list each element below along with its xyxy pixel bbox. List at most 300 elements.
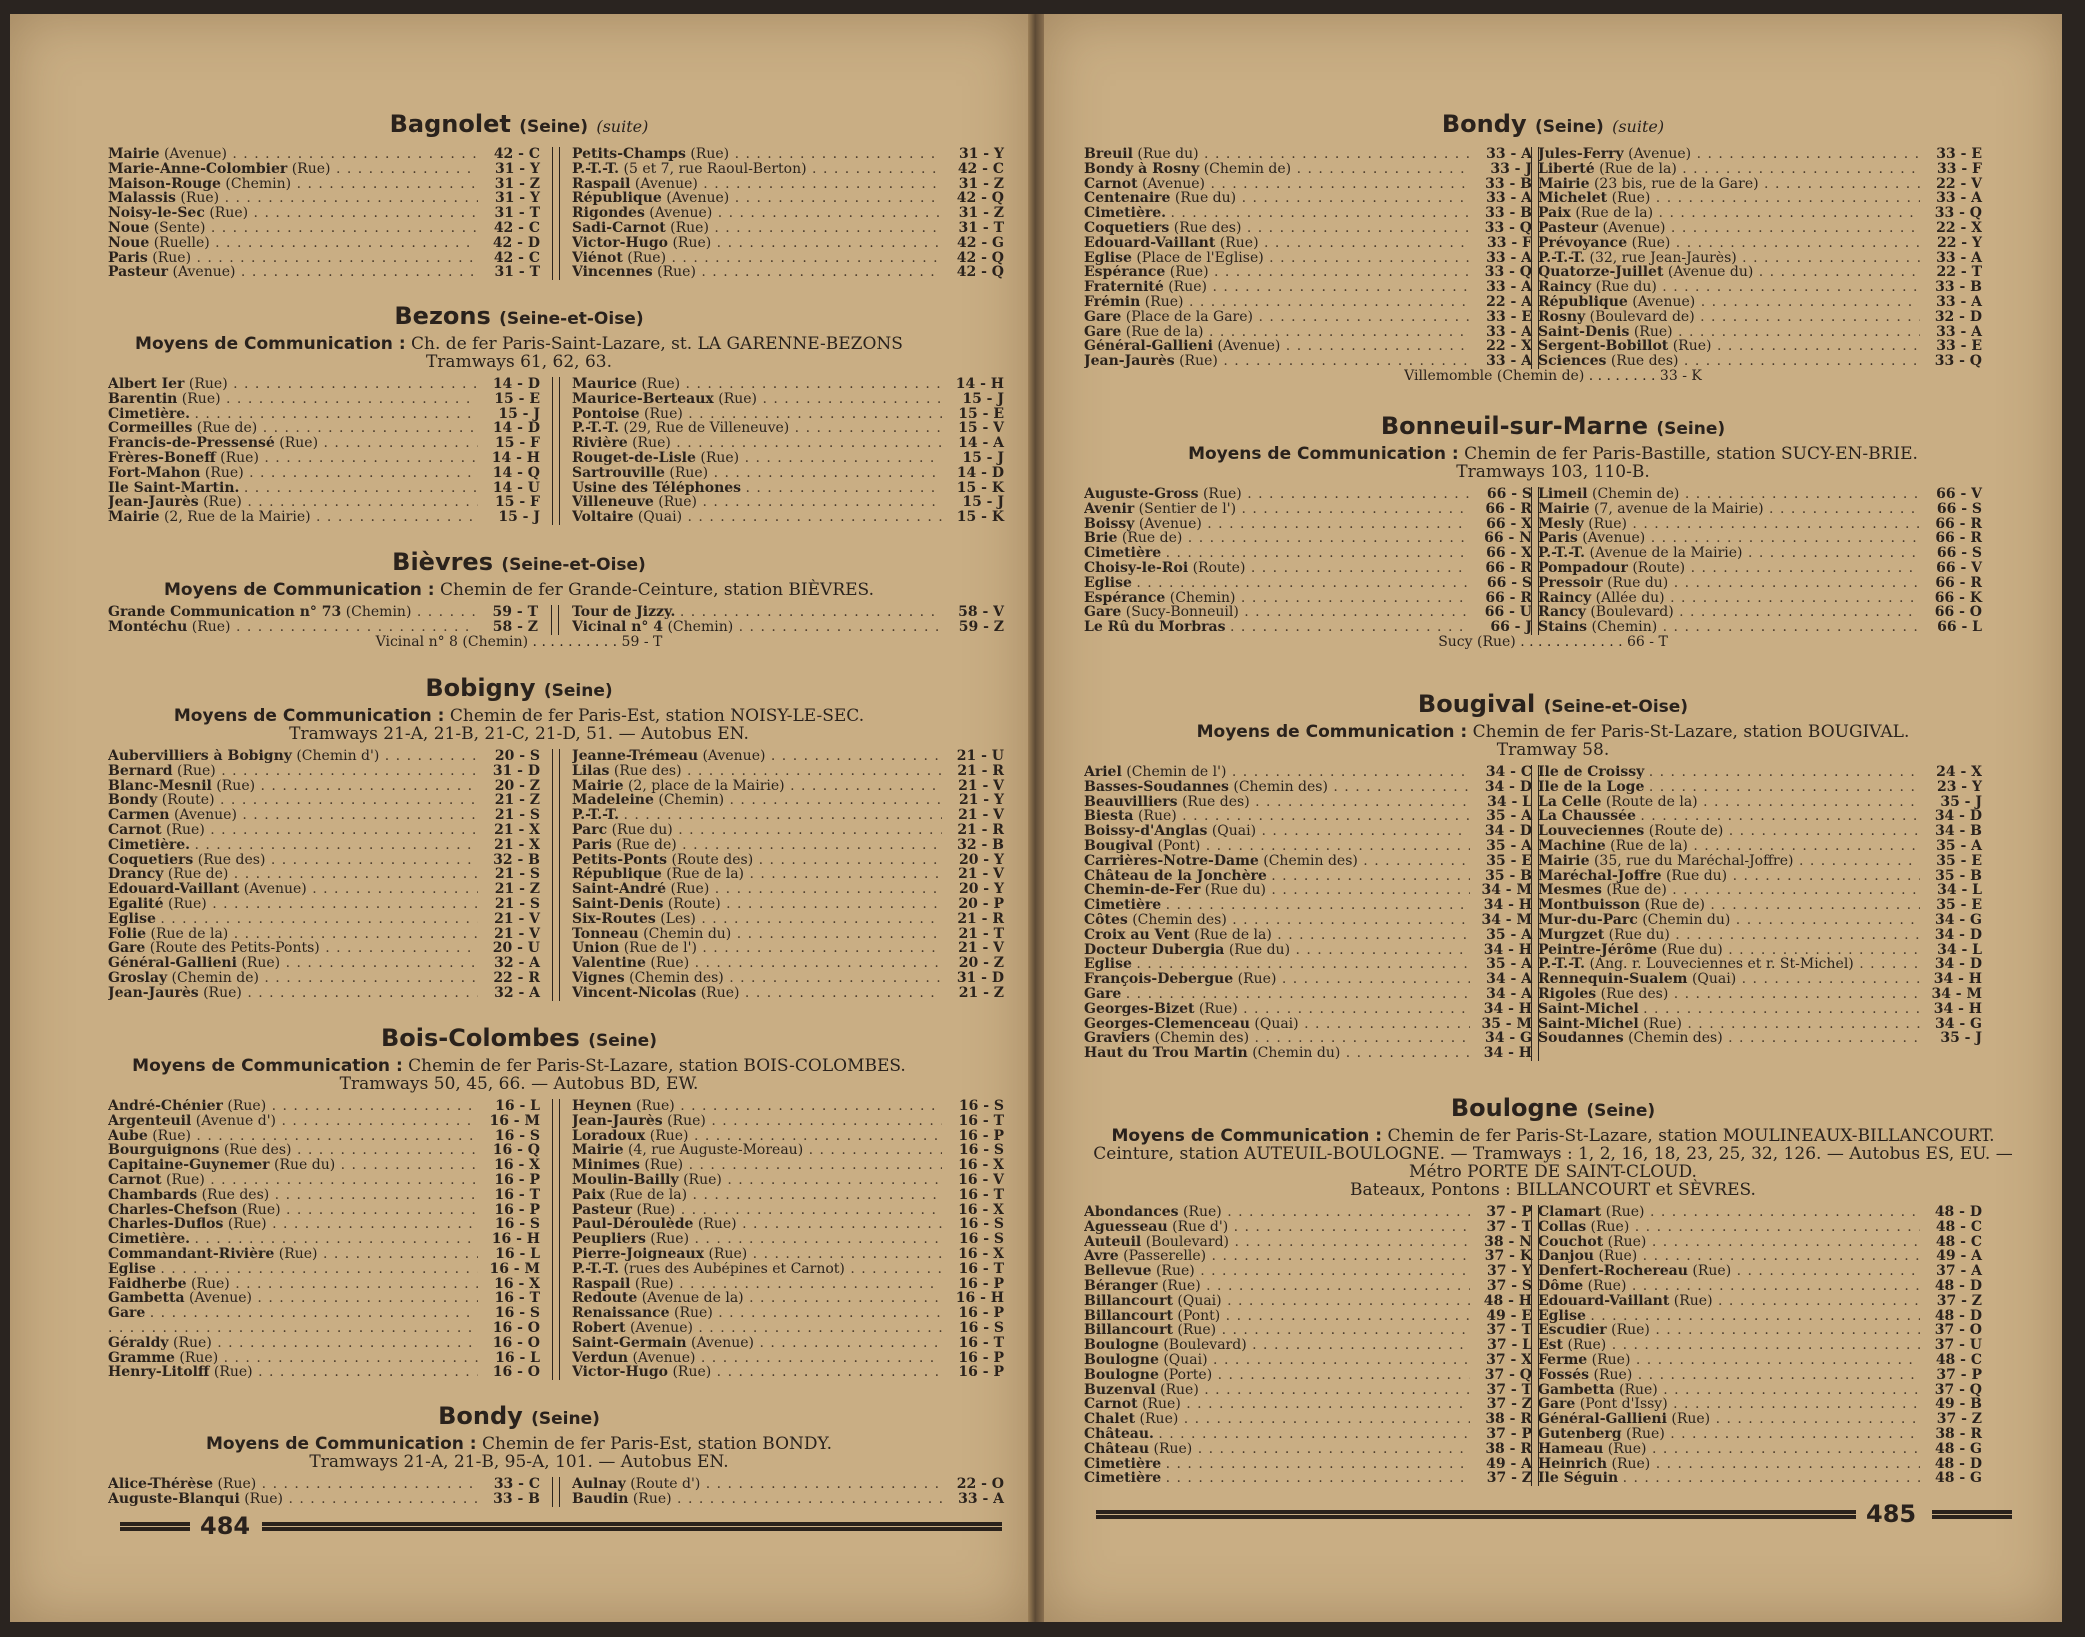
street-main: Ile de Croissy [1538, 765, 1645, 780]
street-qualifier: (Rue) [1588, 516, 1627, 532]
street-qualifier: (Quai) [1163, 1352, 1208, 1368]
street-main: Redoute [572, 1291, 638, 1307]
street-qualifier: (Sucy-Bonneuil) [1125, 605, 1239, 621]
street-main: Rosny [1538, 309, 1586, 325]
street-qualifier: (Rue) [1160, 1382, 1199, 1398]
street-main: Raspail [572, 1276, 631, 1292]
department: (Seine-et-Oise) [499, 309, 644, 329]
street-entry [108, 1492, 540, 1507]
street-qualifier: (Rue) [204, 465, 244, 481]
street-qualifier: (Rue) [634, 1276, 674, 1292]
street-qualifier: (Rue de) [1644, 898, 1705, 913]
grid-reference: 32 - D [1934, 308, 1982, 325]
street-main: Beauvilliers [1084, 794, 1178, 810]
section-title [1044, 110, 2062, 141]
street-qualifier: (Rue de la) [1125, 324, 1204, 340]
street-main: Marie-Anne-Colombier [108, 161, 288, 177]
grid-reference: 31 - D [492, 762, 540, 779]
book-spread [8, 8, 2082, 1630]
street-main: Basses-Soudannes [1084, 779, 1229, 795]
street-entry [1538, 221, 1982, 236]
street-qualifier: (Avenue) [1628, 147, 1692, 162]
means-label: Moyens de Communication : [164, 580, 435, 600]
town-name: Bois-Colombes [381, 1024, 580, 1052]
street-main: P.-T.-T. [572, 1261, 620, 1277]
grid-reference: 42 - G [957, 234, 1004, 251]
street-main: Maison-Rouge [108, 176, 221, 192]
street-name [1084, 943, 1470, 958]
grid-reference: 37 - P [1486, 1204, 1532, 1220]
street-name [1538, 354, 1920, 369]
street-entry [108, 620, 538, 635]
street-entry [572, 912, 1004, 927]
street-name [108, 162, 478, 177]
street-name [1084, 1017, 1470, 1032]
street-name [108, 1277, 478, 1292]
means-label: Moyens de Communication : [173, 706, 445, 726]
street-name [572, 436, 942, 451]
street-entry [1084, 972, 1532, 987]
street-entry [1538, 1471, 1982, 1486]
section-title [10, 1024, 1028, 1055]
grid-reference: 37 - Q [1484, 1366, 1532, 1383]
street-name [108, 206, 478, 221]
street-main: Paris [572, 837, 612, 853]
street-entry [1084, 295, 1532, 310]
street-qualifier: (Chemin des) [629, 970, 724, 986]
street-entry [108, 882, 540, 897]
street-main: Mairie [572, 1143, 624, 1159]
street-name [108, 451, 478, 466]
grid-reference: 33 - Q [1484, 219, 1532, 236]
street-main: Vicinal n° 4 [572, 619, 664, 635]
grid-reference: 66 - J [1490, 619, 1532, 636]
street-qualifier: (Rue) [667, 1113, 706, 1129]
street-main: Château de la Jonchère [1084, 868, 1267, 884]
street-entry [1538, 1309, 1982, 1324]
street-main: Gare [108, 1306, 146, 1321]
single-entry: Villemomble (Chemin de) . . . . . . . . 33 - K [1404, 368, 1702, 384]
street-qualifier: (Rue) [657, 265, 696, 281]
street-name [572, 605, 942, 620]
street-entry [1084, 869, 1532, 884]
street-main: Aulnay [572, 1477, 626, 1492]
footer-rule [120, 1522, 190, 1531]
street-qualifier: (Place de l'Eglise) [1136, 250, 1264, 266]
grid-reference: 37 - L [1487, 1337, 1532, 1354]
grid-reference: 21 - T [958, 925, 1004, 942]
grid-reference: 34 - H [1483, 1000, 1532, 1017]
street-main: Ariel [1084, 765, 1122, 780]
grid-reference: 33 - A [1486, 353, 1532, 370]
street-name [1538, 809, 1920, 824]
street-name [108, 251, 478, 266]
grid-reference: 34 - B [1935, 823, 1982, 840]
grid-reference: 34 - D [1484, 823, 1532, 840]
street-qualifier: (Ang. r. Louveciennes et r. St-Michel) [1589, 957, 1854, 973]
street-main: Gare [1538, 1397, 1576, 1413]
street-name [1538, 839, 1920, 854]
street-name [1084, 1031, 1470, 1046]
street-main: Mur-du-Parc [1538, 912, 1638, 928]
grid-reference: 48 - D [1934, 1277, 1982, 1294]
street-name [108, 147, 478, 162]
street-name [1084, 1002, 1470, 1017]
street-name [108, 941, 478, 956]
means-label: Moyens de Communication : [135, 334, 406, 354]
street-qualifier: (Rue) [658, 495, 698, 511]
street-main: Carnot [1084, 176, 1138, 192]
street-entry [108, 1321, 540, 1336]
grid-reference: 16 - P [958, 1127, 1004, 1144]
street-main: Frères-Boneff [108, 450, 216, 466]
street-qualifier: (Route) [667, 896, 721, 912]
department: (Seine-et-Oise) [501, 555, 646, 575]
grid-reference: 14 - H [955, 376, 1004, 392]
grid-reference: 32 - A [494, 984, 540, 1001]
book-gutter [1028, 14, 1044, 1622]
street-qualifier: (Chemin des) [1233, 779, 1328, 795]
street-main: Coquetiers [108, 852, 194, 868]
grid-reference: 48 - D [1934, 1204, 1982, 1220]
grid-reference: 34 - L [1937, 882, 1982, 899]
street-entry [1538, 502, 1982, 517]
street-main: Moulin-Bailly [572, 1172, 679, 1188]
street-qualifier: (Chemin des) [1132, 912, 1227, 928]
street-entry [108, 510, 540, 525]
grid-reference: 31 - Y [958, 146, 1004, 162]
street-name [1538, 883, 1920, 898]
street-column-right [572, 749, 1004, 1001]
street-entry [572, 407, 1004, 422]
street-entry [1538, 809, 1982, 824]
street-main: Alice-Thérèse [108, 1477, 213, 1492]
street-main: Docteur Dubergia [1084, 942, 1225, 958]
street-entry [108, 147, 540, 162]
street-entry [108, 1173, 540, 1188]
street-main: Espérance [1084, 265, 1166, 281]
grid-reference: 14 - A [958, 435, 1004, 452]
street-name [1084, 987, 1470, 1002]
street-main: P.-T.-T. [572, 421, 620, 437]
grid-reference: 22 - X [1936, 219, 1982, 236]
street-qualifier: (Sente) [153, 220, 206, 236]
street-name [1084, 177, 1470, 192]
street-qualifier: (Rue) [227, 1099, 267, 1114]
street-main: Paul-Déroulède [572, 1217, 694, 1233]
street-name [108, 605, 476, 620]
grid-reference: 20 - Y [958, 881, 1004, 898]
street-main: P.-T.-T. [572, 808, 620, 823]
street-entry [1084, 1412, 1532, 1427]
grid-reference: 37 - T [1486, 1381, 1532, 1398]
grid-reference: 15 - F [495, 494, 540, 511]
street-qualifier: (Rue) [650, 956, 690, 971]
street-qualifier: (Rue) [1179, 354, 1218, 369]
street-entry [572, 466, 1004, 481]
street-qualifier: (Rue) [1593, 1367, 1633, 1383]
street-name [572, 177, 942, 192]
street-qualifier: (Chemin des) [1628, 1031, 1723, 1047]
street-name [1538, 1353, 1920, 1368]
street-qualifier: (Rue) [1692, 1264, 1732, 1279]
street-entry [1538, 824, 1982, 839]
street-entry [1084, 809, 1532, 824]
grid-reference: 59 - Z [958, 618, 1004, 635]
street-qualifier: (Rue du) [1661, 942, 1723, 958]
street-name [1538, 1471, 1920, 1486]
street-entry [1538, 972, 1982, 987]
street-entry [572, 251, 1004, 266]
street-main: Gare [1084, 324, 1122, 340]
grid-reference: 33 - A [958, 1490, 1004, 1507]
street-name [1084, 561, 1470, 576]
street-qualifier: (Rue des) [197, 852, 266, 868]
street-entry [572, 605, 1004, 620]
street-qualifier: (Rue) [244, 1491, 283, 1507]
grid-reference: 48 - G [1935, 1440, 1982, 1457]
street-name [1084, 1205, 1470, 1220]
street-qualifier: (Boulevard de) [1589, 309, 1695, 325]
street-entry [108, 1306, 540, 1321]
street-main: Général-Gallieni [1084, 339, 1213, 355]
street-main: Bondy [108, 793, 158, 809]
street-qualifier: (rues des Aubépines et Carnot) [623, 1261, 845, 1277]
street-entry [108, 392, 540, 407]
street-qualifier: (Rue) [1219, 235, 1259, 251]
street-main: Saint-Germain [572, 1335, 687, 1351]
grid-reference: 14 - D [956, 464, 1004, 481]
street-columns [1044, 487, 2062, 635]
street-entry [1538, 1383, 1982, 1398]
street-name [1084, 1220, 1470, 1235]
grid-reference: 42 - D [492, 234, 540, 251]
street-main: Heynen [572, 1099, 632, 1114]
street-entry [1538, 251, 1982, 266]
street-entry [572, 177, 1004, 192]
grid-reference: 34 - H [1933, 971, 1982, 988]
street-name [1084, 620, 1470, 635]
street-name [572, 1262, 942, 1277]
street-entry [572, 1306, 1004, 1321]
street-qualifier: (Quai) [1177, 1293, 1222, 1309]
street-name [1538, 147, 1920, 162]
street-main: Usine des Téléphones [572, 480, 742, 496]
grid-reference: 66 - R [1935, 515, 1982, 532]
street-name [572, 793, 942, 808]
street-qualifier: (Allée du) [1595, 590, 1665, 606]
street-name [1538, 1002, 1920, 1017]
street-main: P.-T.-T. [572, 161, 620, 177]
street-name [108, 1114, 478, 1129]
street-entry [1084, 1031, 1532, 1046]
column-separator [552, 377, 560, 525]
department: (Seine) [543, 681, 613, 701]
grid-reference: 31 - Z [958, 205, 1004, 222]
department: (Seine) [588, 1031, 657, 1051]
street-qualifier: (Rue) [1611, 191, 1651, 207]
grid-reference: 16 - S [494, 1305, 540, 1322]
street-main: Auguste-Gross [1084, 487, 1199, 502]
grid-reference: 15 - V [958, 420, 1004, 437]
street-entry [108, 265, 540, 280]
street-entry [108, 1099, 540, 1114]
right-page [1044, 14, 2062, 1622]
street-main: Saint-Michel [1538, 1016, 1639, 1032]
grid-reference: 33 - A [1486, 279, 1532, 296]
grid-reference: 22 - Y [1936, 234, 1982, 251]
street-entry [108, 853, 540, 868]
street-name [108, 764, 478, 779]
means-text-2: Tramways 21-A, 21-B, 95-A, 101. — Autobus EN. [309, 1452, 729, 1472]
street-name [108, 927, 478, 942]
grid-reference: 16 - T [494, 1186, 540, 1203]
street-entry [1084, 221, 1532, 236]
grid-reference: 31 - D [956, 969, 1004, 986]
street-name [572, 1158, 942, 1173]
grid-reference: 34 - D [1934, 808, 1982, 825]
street-qualifier: (Rue du) [1137, 147, 1199, 162]
street-qualifier: (4, rue Auguste-Moreau) [627, 1143, 804, 1159]
grid-reference: 66 - X [1486, 515, 1532, 532]
street-main: Peintre-Jérôme [1538, 942, 1658, 958]
street-entry [572, 838, 1004, 853]
street-qualifier: (Rue) [1142, 1397, 1181, 1413]
street-qualifier: (Rue) [166, 1172, 205, 1188]
street-name [1084, 221, 1470, 236]
street-qualifier: (2, Rue de la Mairie) [163, 510, 311, 525]
street-qualifier: (Chemin de) [171, 970, 259, 986]
street-entry [1084, 780, 1532, 795]
street-qualifier: (Pont d'Issy) [1579, 1397, 1668, 1413]
street-name [1538, 206, 1920, 221]
grid-reference: 33 - A [1936, 190, 1982, 207]
street-name [108, 793, 478, 808]
grid-reference: 21 - V [958, 807, 1004, 824]
street-name [1538, 1368, 1920, 1383]
street-main: Auteuil [1084, 1234, 1142, 1250]
grid-reference: 16 - S [494, 1127, 540, 1144]
street-entry [572, 1173, 1004, 1188]
street-entry [572, 162, 1004, 177]
street-name [1538, 1017, 1920, 1032]
street-name [1538, 325, 1920, 340]
street-entry [1538, 531, 1982, 546]
street-qualifier: (Rue) [1633, 324, 1673, 340]
street-entry [1538, 236, 1982, 251]
street-name [572, 853, 942, 868]
street-main: Boissy-d'Anglas [1084, 824, 1208, 839]
street-qualifier: (Rue) [697, 1217, 737, 1233]
grid-reference: 24 - X [1936, 764, 1982, 780]
grid-reference: 22 - T [1936, 264, 1982, 281]
grid-reference: 31 - Y [494, 160, 540, 177]
means-label: Moyens de Communication : [1196, 722, 1468, 742]
street-entry [572, 853, 1004, 868]
street-entry [108, 808, 540, 823]
street-entry [572, 191, 1004, 206]
street-main: Commandant-Rivière [108, 1246, 275, 1262]
column-separator [1531, 765, 1539, 1061]
street-entry [1538, 780, 1982, 795]
street-entry [1538, 1002, 1982, 1017]
street-entry [1538, 1249, 1982, 1264]
street-entry [108, 1365, 540, 1380]
grid-reference: 33 - F [1487, 234, 1532, 251]
grid-reference: 33 - B [1485, 205, 1532, 222]
street-entry [572, 779, 1004, 794]
street-name [572, 466, 942, 481]
grid-reference: 21 - V [494, 910, 540, 927]
street-columns [10, 1477, 1028, 1507]
street-name [1084, 1249, 1470, 1264]
street-name [108, 1143, 478, 1158]
street-main: Abondances [1084, 1205, 1179, 1220]
street-qualifier: (Avenue) [1217, 339, 1281, 355]
street-entry [1084, 310, 1532, 325]
grid-reference: 35 - M [1481, 1015, 1532, 1032]
street-name [1084, 1323, 1470, 1338]
street-name [1538, 162, 1920, 177]
street-qualifier: (Rue de la) [150, 926, 229, 942]
street-main: Drancy [108, 867, 164, 883]
street-main: Rigondes [572, 206, 645, 221]
street-entry [1084, 1471, 1532, 1486]
street-entry [1538, 1279, 1982, 1294]
street-name [108, 1232, 478, 1247]
street-main: Peupliers [572, 1232, 646, 1247]
street-main: Saint-André [572, 882, 667, 897]
street-name [108, 882, 478, 897]
street-name [1084, 780, 1470, 795]
street-name [572, 1129, 942, 1144]
street-qualifier: (Rue) [278, 1246, 318, 1262]
town-name: Bougival [1417, 690, 1536, 718]
section-title [1044, 690, 2062, 721]
section-bobigny [10, 674, 1028, 1001]
street-name [1084, 957, 1470, 972]
street-name [108, 1321, 478, 1336]
street-entry [1084, 576, 1532, 591]
street-entry [108, 377, 540, 392]
street-entry [1538, 943, 1982, 958]
grid-reference: 49 - B [1935, 1396, 1982, 1413]
street-main: Vignes [572, 970, 625, 986]
section-bougival [1044, 690, 2062, 1061]
grid-reference: 33 - A [1936, 293, 1982, 310]
street-name [572, 265, 942, 280]
grid-reference: 20 - S [494, 748, 540, 764]
street-qualifier: (7, avenue de la Mairie) [1593, 501, 1764, 517]
street-qualifier: (Route) [1632, 560, 1686, 576]
street-columns [1044, 1205, 2062, 1486]
street-main: Billancourt [1084, 1323, 1173, 1339]
street-entry [572, 1114, 1004, 1129]
street-entry [1538, 339, 1982, 354]
town-name: Boulogne [1450, 1094, 1578, 1122]
street-entry [1538, 620, 1982, 635]
street-name [108, 823, 478, 838]
street-main: Mairie [1538, 501, 1590, 517]
grid-reference: 20 - Z [958, 955, 1004, 972]
column-separator [1531, 147, 1539, 369]
street-main: La Chaussée [1538, 809, 1636, 825]
street-entry [108, 793, 540, 808]
grid-reference: 16 - P [494, 1171, 540, 1188]
grid-reference: 48 - G [1935, 1470, 1982, 1487]
column-separator [552, 147, 560, 280]
street-main: Georges-Clemenceau [1084, 1016, 1250, 1032]
